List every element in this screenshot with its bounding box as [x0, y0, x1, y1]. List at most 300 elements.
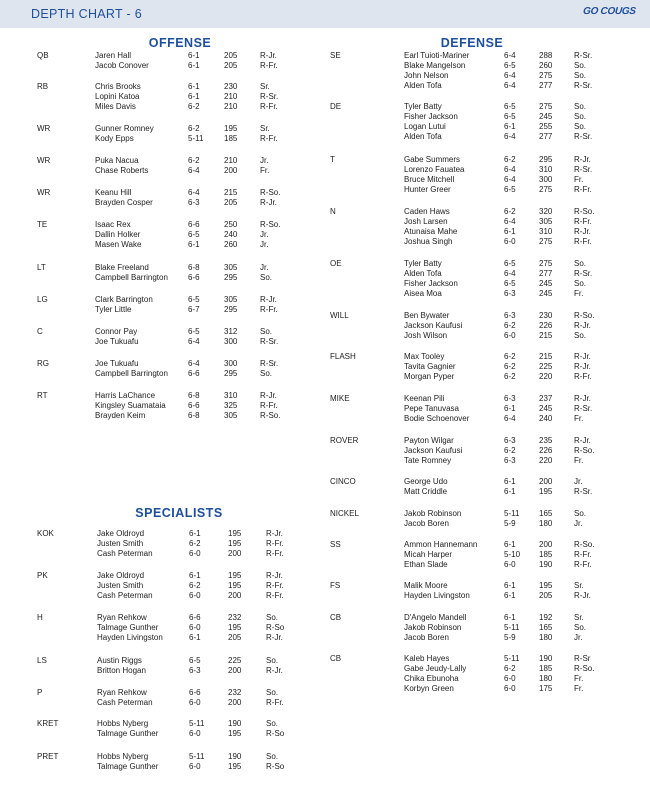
defense-title: DEFENSE — [440, 36, 504, 50]
player-class: R-So. — [260, 220, 281, 229]
player-name: Keenan Pili — [404, 394, 445, 403]
player-height: 5-11 — [189, 719, 205, 728]
player-class: R-Jr. — [260, 391, 277, 400]
player-height: 6-4 — [504, 51, 516, 60]
player-height: 6-1 — [188, 240, 200, 250]
player-class: R-Fr. — [260, 61, 278, 71]
position-label: P — [37, 688, 43, 697]
player-name: Cash Peterman — [97, 698, 153, 708]
player-class: Fr. — [574, 684, 584, 694]
player-height: 6-3 — [504, 436, 516, 445]
player-height: 5-11 — [504, 509, 520, 518]
position-label: FS — [330, 581, 341, 590]
player-name: Brayden Keim — [95, 411, 146, 421]
player-name: Jacob Boren — [404, 519, 449, 529]
player-class: R-Sr. — [260, 359, 279, 368]
player-weight: 300 — [539, 175, 553, 185]
position-label: KRET — [37, 719, 59, 728]
player-weight: 288 — [539, 51, 553, 60]
player-name: Payton Wilgar — [404, 436, 454, 445]
page-title: DEPTH CHART - 6 — [31, 7, 143, 21]
player-weight: 165 — [539, 509, 553, 518]
player-weight: 226 — [539, 446, 553, 456]
player-weight: 240 — [539, 414, 553, 424]
player-name: Micah Harper — [404, 550, 453, 560]
player-name: Blake Mangelson — [404, 61, 466, 71]
player-class: R-Sr. — [260, 337, 279, 347]
player-class: R-So. — [260, 188, 281, 197]
player-class: R-So. — [574, 446, 595, 456]
player-class: So. — [574, 71, 587, 81]
player-name: Miles Davis — [95, 102, 136, 112]
position-label: ROVER — [330, 436, 359, 445]
player-height: 6-8 — [188, 263, 200, 272]
player-name: Justen Smith — [97, 581, 144, 591]
player-class: So. — [260, 369, 273, 379]
player-height: 6-0 — [504, 684, 516, 694]
player-class: R-Sr. — [574, 51, 593, 60]
player-weight: 215 — [539, 352, 553, 361]
player-name: Chika Ebunoha — [404, 674, 459, 684]
player-class: R-Fr. — [260, 401, 278, 411]
player-weight: 220 — [539, 372, 553, 382]
player-class: So. — [574, 122, 587, 132]
player-weight: 260 — [224, 240, 238, 250]
player-name: Austin Riggs — [97, 656, 142, 665]
player-class: R-Fr. — [266, 591, 284, 601]
player-name: Caden Haws — [404, 207, 450, 216]
player-name: Jake Oldroyd — [97, 571, 145, 580]
player-weight: 305 — [224, 411, 238, 421]
player-height: 6-3 — [188, 198, 200, 208]
player-class: So. — [260, 273, 273, 283]
player-class: R-Fr. — [266, 549, 284, 559]
player-class: Fr. — [574, 674, 584, 684]
position-label: WR — [37, 124, 51, 133]
player-height: 6-1 — [504, 591, 516, 601]
player-name: Cash Peterman — [97, 591, 153, 601]
player-weight: 185 — [539, 550, 553, 560]
player-name: Josh Wilson — [404, 331, 448, 341]
player-height: 5-11 — [188, 134, 204, 144]
player-height: 5-11 — [504, 623, 520, 633]
player-class: R-Jr. — [574, 352, 591, 361]
player-name: Joe Tukuafu — [95, 337, 139, 347]
player-name: Ethan Slade — [404, 560, 448, 570]
player-name: Gabe Jeudy-Lally — [404, 664, 467, 674]
position-label: KOK — [37, 529, 54, 538]
player-class: R-Jr. — [574, 394, 591, 403]
player-weight: 310 — [539, 165, 553, 175]
player-weight: 245 — [539, 279, 553, 289]
player-height: 6-6 — [189, 613, 201, 622]
player-class: Jr. — [260, 263, 269, 272]
player-height: 6-1 — [188, 82, 200, 91]
player-height: 6-2 — [504, 321, 516, 331]
player-height: 6-1 — [504, 540, 516, 549]
player-height: 6-5 — [189, 656, 201, 665]
player-name: Talmage Gunther — [97, 623, 159, 633]
player-height: 6-1 — [189, 571, 201, 580]
player-class: So. — [574, 259, 587, 268]
player-name: George Udo — [404, 477, 448, 486]
player-height: 6-2 — [504, 372, 516, 382]
player-class: Sr. — [574, 581, 584, 590]
player-class: R-Fr. — [266, 698, 284, 708]
player-class: R-Jr. — [260, 198, 277, 208]
player-height: 6-1 — [504, 581, 516, 590]
player-name: Jackson Kaufusi — [404, 446, 463, 456]
player-class: R-Jr. — [574, 155, 591, 164]
player-height: 6-0 — [504, 560, 516, 570]
player-weight: 200 — [228, 698, 242, 708]
player-class: Sr. — [260, 124, 270, 133]
player-class: Fr. — [574, 456, 584, 466]
position-label: WILL — [330, 311, 349, 320]
position-label: CINCO — [330, 477, 356, 486]
player-class: Fr. — [574, 414, 584, 424]
player-class: Fr. — [574, 175, 584, 185]
player-height: 6-1 — [189, 529, 201, 538]
position-label: CB — [330, 654, 342, 663]
position-label: PRET — [37, 752, 59, 761]
player-name: Ben Bywater — [404, 311, 450, 320]
player-weight: 200 — [228, 666, 242, 676]
player-weight: 205 — [539, 591, 553, 601]
player-name: Ryan Rehkow — [97, 688, 147, 697]
player-height: 5-9 — [504, 633, 516, 643]
position-label: T — [330, 155, 335, 164]
player-name: Korbyn Green — [404, 684, 454, 694]
player-height: 6-2 — [189, 539, 201, 549]
player-height: 6-4 — [504, 269, 516, 279]
player-class: R-Fr. — [266, 581, 284, 591]
player-weight: 210 — [224, 102, 238, 112]
player-class: R-Jr. — [260, 295, 277, 304]
player-name: Lopini Katoa — [95, 92, 140, 102]
player-name: Gabe Summers — [404, 155, 461, 164]
player-height: 6-5 — [504, 61, 516, 71]
player-class: So. — [266, 613, 279, 622]
player-class: R-So. — [574, 664, 595, 674]
player-weight: 310 — [539, 227, 553, 237]
player-height: 6-4 — [188, 188, 200, 197]
player-height: 6-8 — [188, 411, 200, 421]
player-weight: 295 — [224, 305, 238, 315]
player-height: 5-11 — [504, 654, 520, 663]
player-name: Aisea Moa — [404, 289, 442, 299]
player-class: Jr. — [260, 156, 269, 165]
player-height: 6-3 — [189, 666, 201, 676]
position-label: MIKE — [330, 394, 350, 403]
player-name: Jacob Boren — [404, 633, 449, 643]
player-weight: 245 — [539, 289, 553, 299]
position-label: LG — [37, 295, 48, 304]
player-class: So. — [574, 102, 587, 111]
player-class: R-Sr. — [574, 404, 593, 414]
player-class: R-Sr. — [260, 92, 279, 102]
player-height: 6-0 — [189, 549, 201, 559]
player-height: 6-6 — [188, 273, 200, 283]
player-height: 6-1 — [188, 61, 200, 71]
player-weight: 225 — [228, 656, 242, 665]
player-weight: 275 — [539, 102, 553, 111]
position-label: WR — [37, 156, 51, 165]
player-height: 5-10 — [504, 550, 521, 560]
player-class: R-Sr. — [574, 269, 593, 279]
player-class: Sr. — [574, 613, 584, 622]
player-name: Malik Moore — [404, 581, 448, 590]
player-class: So. — [260, 327, 273, 336]
player-name: Isaac Rex — [95, 220, 131, 229]
player-class: R-Jr. — [266, 633, 283, 643]
player-name: Alden Tofa — [404, 81, 442, 91]
player-name: Kaleb Hayes — [404, 654, 450, 663]
player-name: Jakob Robinson — [404, 509, 462, 518]
player-weight: 205 — [228, 633, 242, 643]
player-class: R-So. — [574, 311, 595, 320]
player-weight: 225 — [539, 362, 553, 372]
player-weight: 245 — [539, 112, 553, 122]
player-name: Pepe Tanuvasa — [404, 404, 460, 414]
player-class: Jr. — [260, 230, 269, 240]
player-class: R-Fr. — [574, 217, 592, 227]
player-name: Joshua Singh — [404, 237, 453, 247]
specialists-title: SPECIALISTS — [135, 506, 223, 520]
position-label: C — [37, 327, 43, 336]
player-weight: 195 — [224, 124, 238, 133]
player-weight: 185 — [224, 134, 238, 144]
player-weight: 305 — [224, 295, 238, 304]
player-class: R-Jr. — [266, 529, 283, 538]
player-class: So. — [574, 279, 587, 289]
player-weight: 210 — [224, 156, 238, 165]
player-height: 6-1 — [504, 227, 516, 237]
player-class: Fr. — [574, 289, 584, 299]
player-height: 6-0 — [189, 762, 201, 772]
player-class: R-So. — [574, 540, 595, 549]
player-height: 6-4 — [504, 71, 516, 81]
player-height: 6-4 — [504, 132, 516, 142]
position-label: RB — [37, 82, 49, 91]
player-name: Jackson Kaufusi — [404, 321, 463, 331]
player-height: 6-1 — [504, 122, 516, 132]
player-height: 6-4 — [504, 165, 516, 175]
player-weight: 195 — [228, 623, 242, 633]
player-weight: 260 — [539, 61, 553, 71]
player-name: Talmage Gunther — [97, 762, 159, 772]
player-height: 6-0 — [189, 623, 201, 633]
player-name: Blake Freeland — [95, 263, 149, 272]
player-height: 6-5 — [188, 327, 200, 336]
player-weight: 200 — [228, 591, 242, 601]
player-name: Cash Peterman — [97, 549, 153, 559]
player-name: Hunter Greer — [404, 185, 451, 195]
player-height: 6-5 — [188, 230, 200, 240]
player-height: 6-5 — [504, 259, 516, 268]
player-weight: 205 — [224, 51, 238, 60]
player-weight: 200 — [539, 477, 553, 486]
player-name: Chris Brooks — [95, 82, 141, 91]
player-name: Jake Oldroyd — [97, 529, 145, 538]
player-name: Justen Smith — [97, 539, 144, 549]
player-height: 6-2 — [504, 155, 516, 164]
player-name: Bruce Mitchell — [404, 175, 455, 185]
player-height: 6-3 — [504, 456, 516, 466]
player-weight: 205 — [224, 198, 238, 208]
position-label: WR — [37, 188, 51, 197]
position-label: N — [330, 207, 336, 216]
position-label: CB — [330, 613, 342, 622]
player-height: 6-2 — [189, 581, 201, 591]
player-name: Brayden Cosper — [95, 198, 153, 208]
player-name: Hobbs Nyberg — [97, 752, 149, 761]
player-class: R-Jr. — [574, 227, 591, 237]
player-class: R-So. — [574, 207, 595, 216]
player-height: 6-7 — [188, 305, 200, 315]
player-height: 6-6 — [188, 220, 200, 229]
position-label: H — [37, 613, 43, 622]
player-class: So. — [574, 61, 587, 71]
position-label: TE — [37, 220, 48, 229]
player-weight: 210 — [224, 92, 238, 102]
player-height: 6-5 — [504, 112, 516, 122]
player-weight: 235 — [539, 436, 553, 445]
player-height: 6-1 — [188, 51, 200, 60]
player-name: Campbell Barrington — [95, 273, 168, 283]
player-height: 6-0 — [189, 591, 201, 601]
player-height: 6-3 — [504, 394, 516, 403]
player-class: So. — [266, 656, 279, 665]
position-label: DE — [330, 102, 342, 111]
player-height: 6-4 — [188, 359, 200, 368]
player-class: R-Fr. — [574, 560, 592, 570]
player-weight: 277 — [539, 81, 553, 91]
player-class: R-Sr. — [574, 81, 593, 91]
player-weight: 185 — [539, 664, 553, 674]
player-class: R-Sr — [574, 654, 591, 663]
player-class: R-Fr. — [260, 134, 278, 144]
player-name: Kingsley Suamataia — [95, 401, 166, 411]
player-height: 6-6 — [188, 401, 200, 411]
player-height: 6-8 — [188, 391, 200, 400]
player-weight: 245 — [539, 404, 553, 414]
player-height: 6-4 — [188, 337, 200, 347]
player-class: Jr. — [574, 477, 583, 486]
player-name: Harris LaChance — [95, 391, 156, 400]
player-weight: 275 — [539, 237, 553, 247]
player-weight: 277 — [539, 132, 553, 142]
go-cougs-logo: GO COUGS — [582, 6, 637, 17]
player-height: 6-3 — [504, 311, 516, 320]
player-class: R-Sr. — [574, 132, 593, 142]
player-name: Atunaisa Mahe — [404, 227, 458, 237]
player-name: Fisher Jackson — [404, 279, 458, 289]
player-height: 6-1 — [504, 487, 516, 497]
player-weight: 230 — [224, 82, 238, 91]
player-weight: 195 — [228, 762, 242, 772]
player-weight: 195 — [228, 581, 242, 591]
player-height: 6-0 — [189, 698, 201, 708]
player-weight: 240 — [224, 230, 238, 240]
player-weight: 165 — [539, 623, 553, 633]
player-weight: 180 — [539, 519, 553, 529]
player-class: R-So — [266, 729, 285, 739]
player-weight: 250 — [224, 220, 238, 229]
player-class: Jr. — [574, 519, 583, 529]
player-weight: 275 — [539, 71, 553, 81]
player-height: 6-2 — [188, 156, 200, 165]
player-height: 6-2 — [504, 664, 516, 674]
player-name: Talmage Gunther — [97, 729, 159, 739]
player-weight: 232 — [228, 613, 242, 622]
player-height: 6-6 — [189, 688, 201, 697]
player-weight: 305 — [224, 263, 238, 272]
player-class: R-Sr. — [574, 487, 593, 497]
player-weight: 300 — [224, 359, 238, 368]
player-weight: 180 — [539, 633, 553, 643]
player-name: Ryan Rehkow — [97, 613, 147, 622]
player-height: 6-4 — [504, 217, 516, 227]
player-class: R-So — [266, 623, 285, 633]
player-name: John Nelson — [404, 71, 449, 81]
player-weight: 195 — [228, 539, 242, 549]
player-height: 6-0 — [504, 237, 516, 247]
player-name: Tyler Little — [95, 305, 132, 315]
player-name: Keanu Hill — [95, 188, 132, 197]
player-class: R-Sr. — [574, 165, 593, 175]
player-height: 6-0 — [504, 674, 516, 684]
player-name: Morgan Pyper — [404, 372, 455, 382]
player-class: So. — [266, 752, 279, 761]
player-height: 6-5 — [188, 295, 200, 304]
player-height: 6-1 — [504, 404, 516, 414]
player-name: Kody Epps — [95, 134, 134, 144]
player-height: 6-6 — [188, 369, 200, 379]
player-class: Jr. — [574, 633, 583, 643]
player-name: Josh Larsen — [404, 217, 448, 227]
player-class: R-Fr. — [574, 237, 592, 247]
player-height: 5-9 — [504, 519, 516, 529]
player-weight: 190 — [228, 719, 242, 728]
player-weight: 310 — [224, 391, 238, 400]
player-class: Sr. — [260, 82, 270, 91]
player-class: R-So. — [260, 411, 281, 421]
position-label: NICKEL — [330, 509, 359, 518]
player-class: Jr. — [260, 240, 269, 250]
offense-title: OFFENSE — [148, 36, 212, 50]
player-class: R-Fr. — [260, 102, 278, 112]
player-weight: 232 — [228, 688, 242, 697]
position-label: PK — [37, 571, 48, 580]
player-class: So. — [574, 509, 587, 518]
player-name: Masen Wake — [95, 240, 142, 250]
player-name: Dallin Holker — [95, 230, 141, 240]
player-weight: 190 — [228, 752, 242, 761]
player-height: 5-11 — [189, 752, 205, 761]
player-weight: 175 — [539, 684, 553, 694]
player-weight: 190 — [539, 654, 553, 663]
player-weight: 320 — [539, 207, 553, 216]
player-weight: 195 — [539, 487, 553, 497]
player-name: Alden Tofa — [404, 132, 442, 142]
player-height: 6-5 — [504, 185, 516, 195]
player-height: 6-5 — [504, 102, 516, 111]
player-name: Campbell Barrington — [95, 369, 168, 379]
player-weight: 195 — [228, 571, 242, 580]
player-class: So. — [574, 623, 587, 633]
player-name: Joe Tukuafu — [95, 359, 139, 368]
